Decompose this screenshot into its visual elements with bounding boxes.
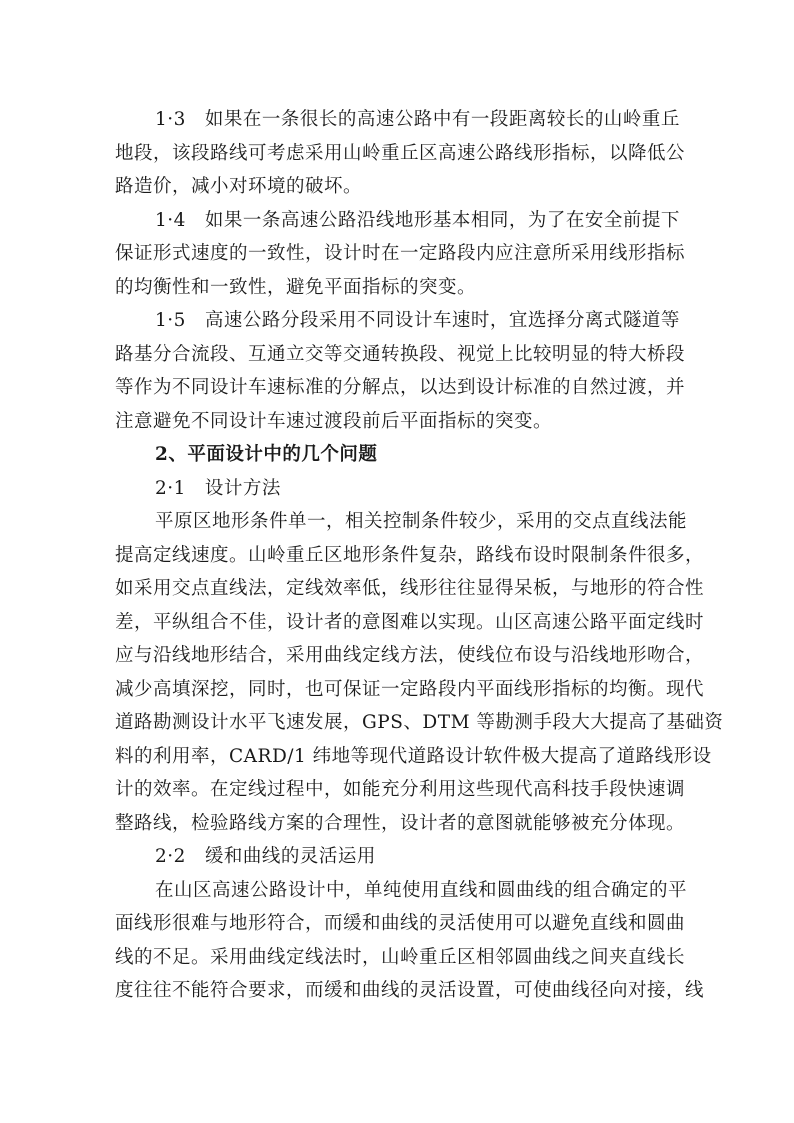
text-line: 提高定线速度。山岭重丘区地形条件复杂，路线布设时限制条件很多，: [115, 544, 705, 566]
text-line: 道路勘测设计水平飞速发展，GPS、DTM 等勘测手段大大提高了基础资: [115, 712, 724, 733]
text-line: 在山区高速公路设计中，单纯使用直线和圆曲线的组合确定的平: [155, 879, 688, 901]
text-line: 度往往不能符合要求，而缓和曲线的灵活设置，可使曲线径向对接，线: [115, 980, 705, 1001]
text-line: 保证形式速度的一致性，设计时在一定路段内应注意所采用线形指标: [115, 243, 686, 264]
text-line: 应与沿线地形结合，采用曲线定线方法，使线位布设与沿线地形吻合，: [115, 645, 705, 666]
text-line: 2·2 缓和曲线的灵活运用: [155, 846, 376, 867]
text-line: 路造价，减小对环境的破坏。: [115, 176, 363, 197]
text-line: 1·3 如果在一条很长的高速公路中有一段距离较长的山岭重丘: [155, 109, 680, 130]
section-heading: 2、平面设计中的几个问题: [155, 444, 378, 465]
text-line: 注意避免不同设计车速过渡段前后平面指标的突变。: [115, 410, 553, 432]
text-line: 如采用交点直线法，定线效率低，线形往往显得呆板，与地形的符合性: [115, 578, 705, 599]
text-line: 路基分合流段、互通立交等交通转换段、视觉上比较明显的特大桥段: [115, 343, 686, 365]
text-line: 的均衡性和一致性，避免平面指标的突变。: [115, 276, 477, 298]
text-line: 1·4 如果一条高速公路沿线地形基本相同，为了在安全前提下: [155, 209, 680, 231]
text-line: 等作为不同设计车速标准的分解点，以达到设计标准的自然过渡，并: [115, 377, 686, 398]
text-line: 减少高填深挖，同时，也可保证一定路段内平面线形指标的均衡。现代: [115, 678, 705, 700]
text-line: 计的效率。在定线过程中，如能充分利用这些现代高科技手段快速调: [115, 779, 686, 800]
text-line: 地段，该段路线可考虑采用山岭重丘区高速公路线形指标，以降低公: [115, 142, 686, 164]
text-line: 差，平纵组合不佳，设计者的意图难以实现。山区高速公路平面定线时: [115, 611, 705, 633]
text-line: 线的不足。采用曲线定线法时，山岭重丘区相邻圆曲线之间夹直线长: [115, 946, 686, 968]
text-line: 面线形很难与地形符合，而缓和曲线的灵活使用可以避免直线和圆曲: [115, 913, 686, 934]
text-line: 整路线，检验路线方案的合理性，设计者的意图就能够被充分体现。: [115, 812, 686, 834]
text-line: 1·5 高速公路分段采用不同设计车速时，宜选择分离式隧道等: [155, 310, 680, 331]
text-line: 平原区地形条件单一，相关控制条件较少，采用的交点直线法能: [155, 511, 688, 532]
text-line: 2·1 设计方法: [155, 477, 281, 499]
text-line: 料的利用率，CARD/1 纬地等现代道路设计软件极大提高了道路线形设: [115, 745, 712, 767]
